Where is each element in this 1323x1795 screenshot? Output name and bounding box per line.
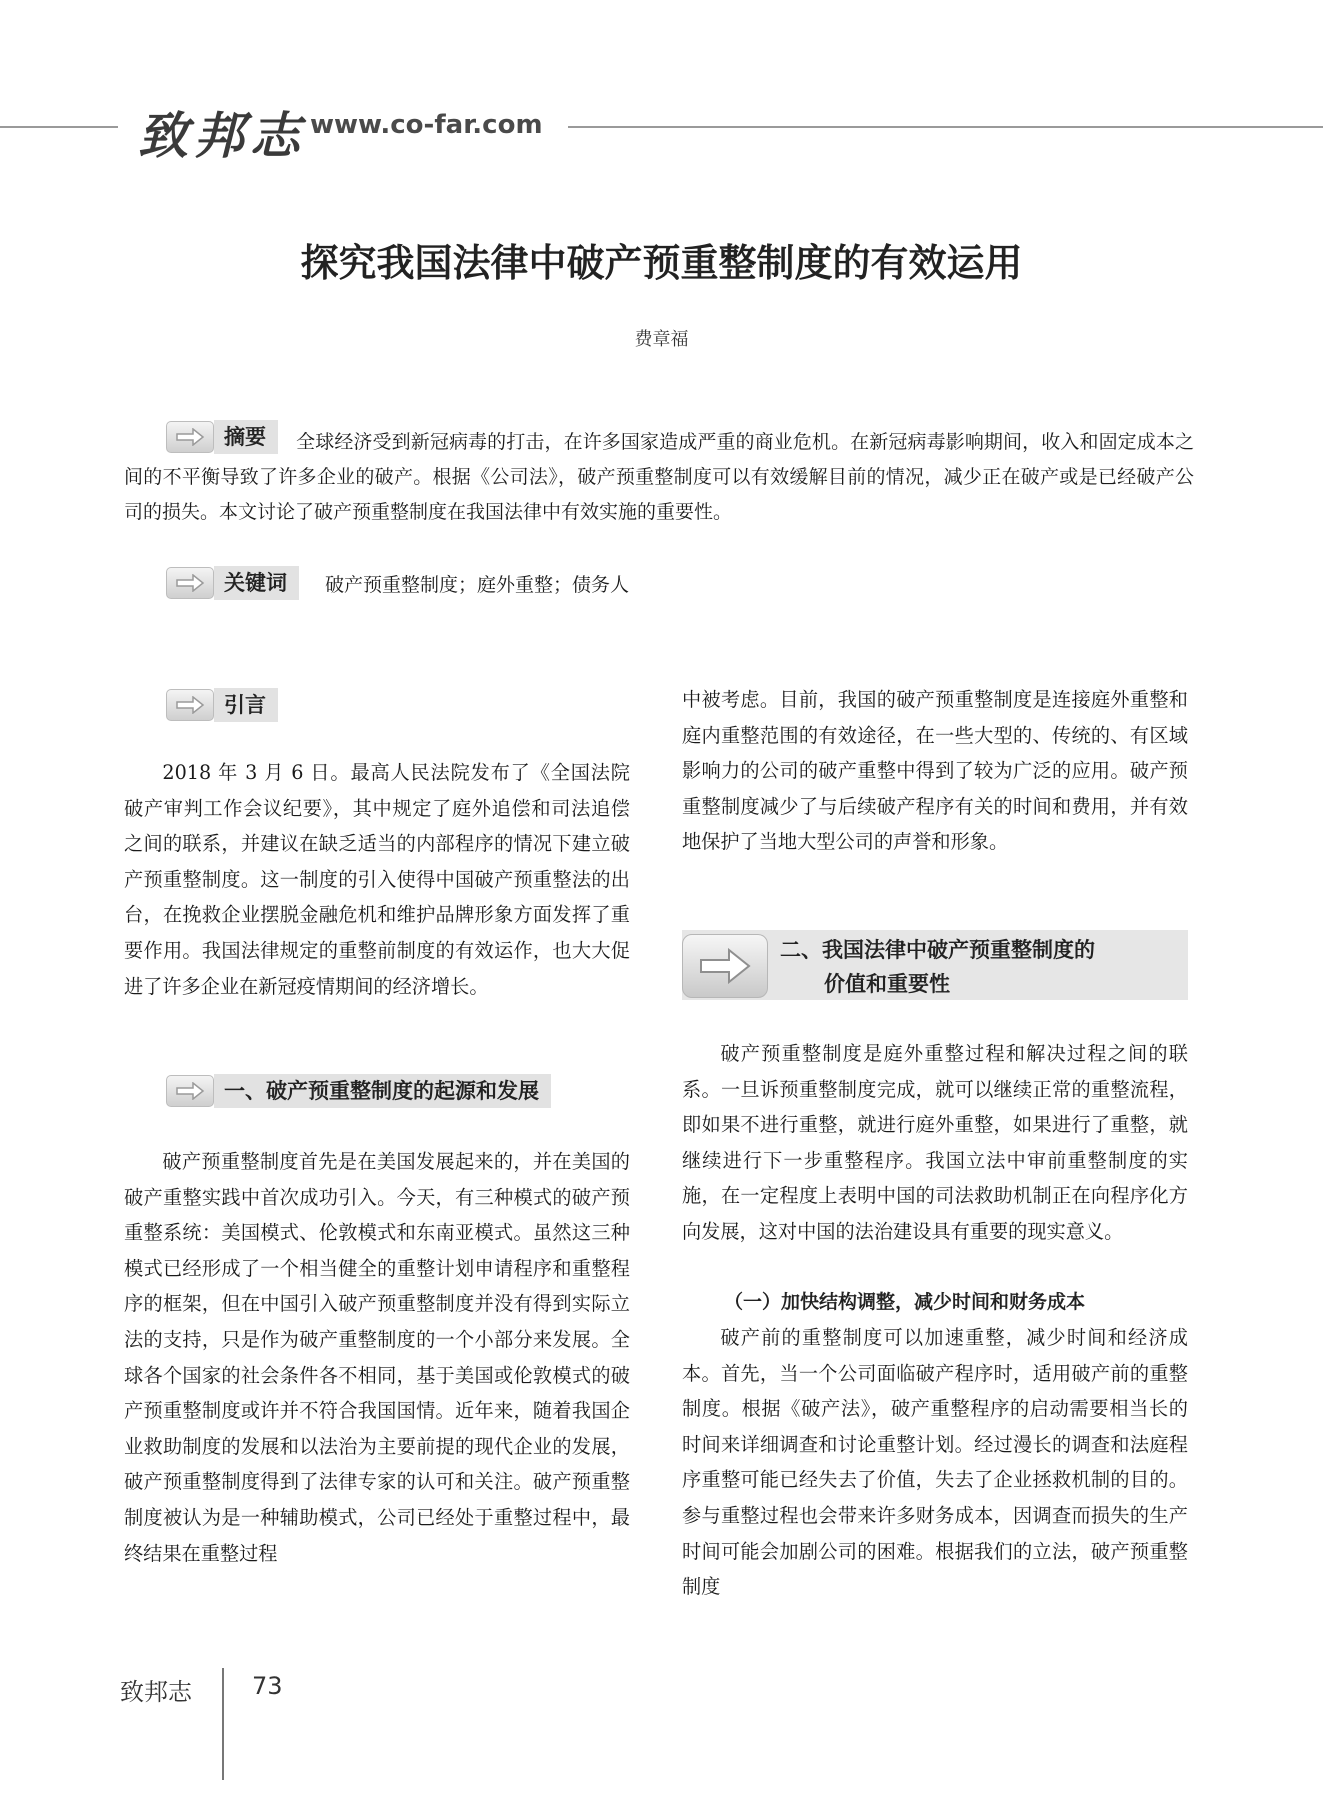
keywords-tag bbox=[166, 566, 299, 600]
section2-paragraph-2: 破产前的重整制度可以加速重整，减少时间和经济成本。首先，当一个公司面临破产程序时，适用破产前的重整制度。根据《破产法》，破产重整程序的启动需要相当长的时间来详细调查和讨论重整计划。经过漫长的调查和法庭程序重整可能已经失去了价值，失去了企业拯救机制的目的。参与重整过程也会带来许多财务成本，因调查而损失的生产时间可能会加剧公司的困难。根据我们的立法，破产预重整制度 bbox=[682, 1326, 1188, 1599]
section2-heading-box bbox=[682, 930, 1188, 1000]
page-number: 73 bbox=[252, 1672, 283, 1700]
arrow-icon bbox=[166, 567, 214, 599]
keywords-label: 关键词 bbox=[214, 566, 299, 600]
section2-paragraph: 破产预重整制度是庭外重整过程和解决过程之间的联系。一旦诉预重整制度完成，就可以继续正常的重整流程，即如果不进行重整，就进行庭外重整，如果进行了重整，就继续进行下一步重整程序。我国立法中审前重整制度的实施，在一定程度上表明中国的司法救助机制正在向程序化方向发展，这对中国的法治建设具有重要的现实意义。 bbox=[682, 1042, 1188, 1243]
section2-heading-line1: 二、我国法律中破产预重整制度的 bbox=[780, 938, 1095, 962]
section1-body bbox=[124, 1144, 630, 1571]
article-author: 费章福 bbox=[634, 329, 689, 350]
section1-continued bbox=[682, 682, 1188, 860]
header-rule-right bbox=[568, 126, 1323, 128]
journal-url: www.co-far.com bbox=[310, 110, 543, 140]
abstract-text: 全球经济受到新冠病毒的打击，在许多国家造成严重的商业危机。在新冠病毒影响期间，收入和固定成本之间的不平衡导致了许多企业的破产。根据《公司法》，破产预重整制度可以有效缓解目前的情况，减少正在破产或是已经破产公司的损失。本文讨论了破产预重整制度在我国法律中有效实施的重要性。 bbox=[124, 431, 1194, 523]
arrow-icon bbox=[166, 1075, 214, 1107]
section1-paragraph: 破产预重整制度首先是在美国发展起来的，并在美国的破产重整实践中首次成功引入。今天，有三种模式的破产预重整系统：美国模式、伦敦模式和东南亚模式。虽然这三种模式已经形成了一个相当健全的重整计划申请程序和重整程序的框架，但在中国引入破产预重整制度并没有得到实际立法的支持，只是作为破产重整制度的一个小部分来发展。全球各个国家的社会条件各不相同，基于美国或伦敦模式的破产预重整制度或许并不符合我国国情。近年来，随着我国企业救助制度的发展和以法治为主要前提的现代企业的发展，破产预重整制度得到了法律专家的认可和关注。破产预重整制度被认为是一种辅助模式，公司已经处于重整过程中，最终结果在重整过程 bbox=[124, 1150, 630, 1565]
intro-tag bbox=[166, 688, 278, 722]
section2-sub-body bbox=[682, 1320, 1188, 1605]
footer-brand: 致邦志 bbox=[120, 1678, 192, 1706]
section1-tag bbox=[166, 1074, 551, 1108]
section1-paragraph-cont: 中被考虑。目前，我国的破产预重整制度是连接庭外重整和庭内重整范围的有效途径，在一些大型的、传统的、有区域影响力的公司的破产重整中得到了较为广泛的应用。破产预重整制度减少了与后续破产程序有关的时间和费用，并有效地保护了当地大型公司的声誉和形象。 bbox=[682, 688, 1188, 854]
section2-subheading: （一）加快结构调整，减少时间和财务成本 bbox=[724, 1291, 1086, 1313]
footer-divider bbox=[222, 1668, 224, 1780]
abstract-body bbox=[124, 425, 1194, 530]
section1-heading: 一、破产预重整制度的起源和发展 bbox=[214, 1074, 551, 1108]
header-rule-left bbox=[0, 126, 118, 128]
section2-heading-line2: 价值和重要性 bbox=[824, 972, 950, 996]
intro-label: 引言 bbox=[214, 688, 278, 722]
arrow-icon bbox=[682, 934, 768, 998]
article-title: 探究我国法律中破产预重整制度的有效运用 bbox=[300, 240, 1023, 285]
section2-body bbox=[682, 1036, 1188, 1250]
journal-brand: 致邦志 bbox=[138, 106, 306, 165]
intro-paragraph: 2018 年 3 月 6 日。最高人民法院发布了《全国法院破产审判工作会议纪要》，其中规定了庭外追偿和司法追偿之间的联系，并建议在缺乏适当的内部程序的情况下建立破产预重整制度。这一制度的引入使得中国破产预重整法的出台，在挽救企业摆脱金融危机和维护品牌形象方面发挥了重要作用。我国法律规定的重整前制度的有效运作，也大大促进了许多企业在新冠疫情期间的经济增长。 bbox=[124, 761, 630, 998]
abstract-label: 摘要 bbox=[214, 420, 278, 454]
intro-body bbox=[124, 755, 630, 1004]
keywords-text: 破产预重整制度；庭外重整；债务人 bbox=[325, 574, 630, 596]
arrow-icon bbox=[166, 689, 214, 721]
